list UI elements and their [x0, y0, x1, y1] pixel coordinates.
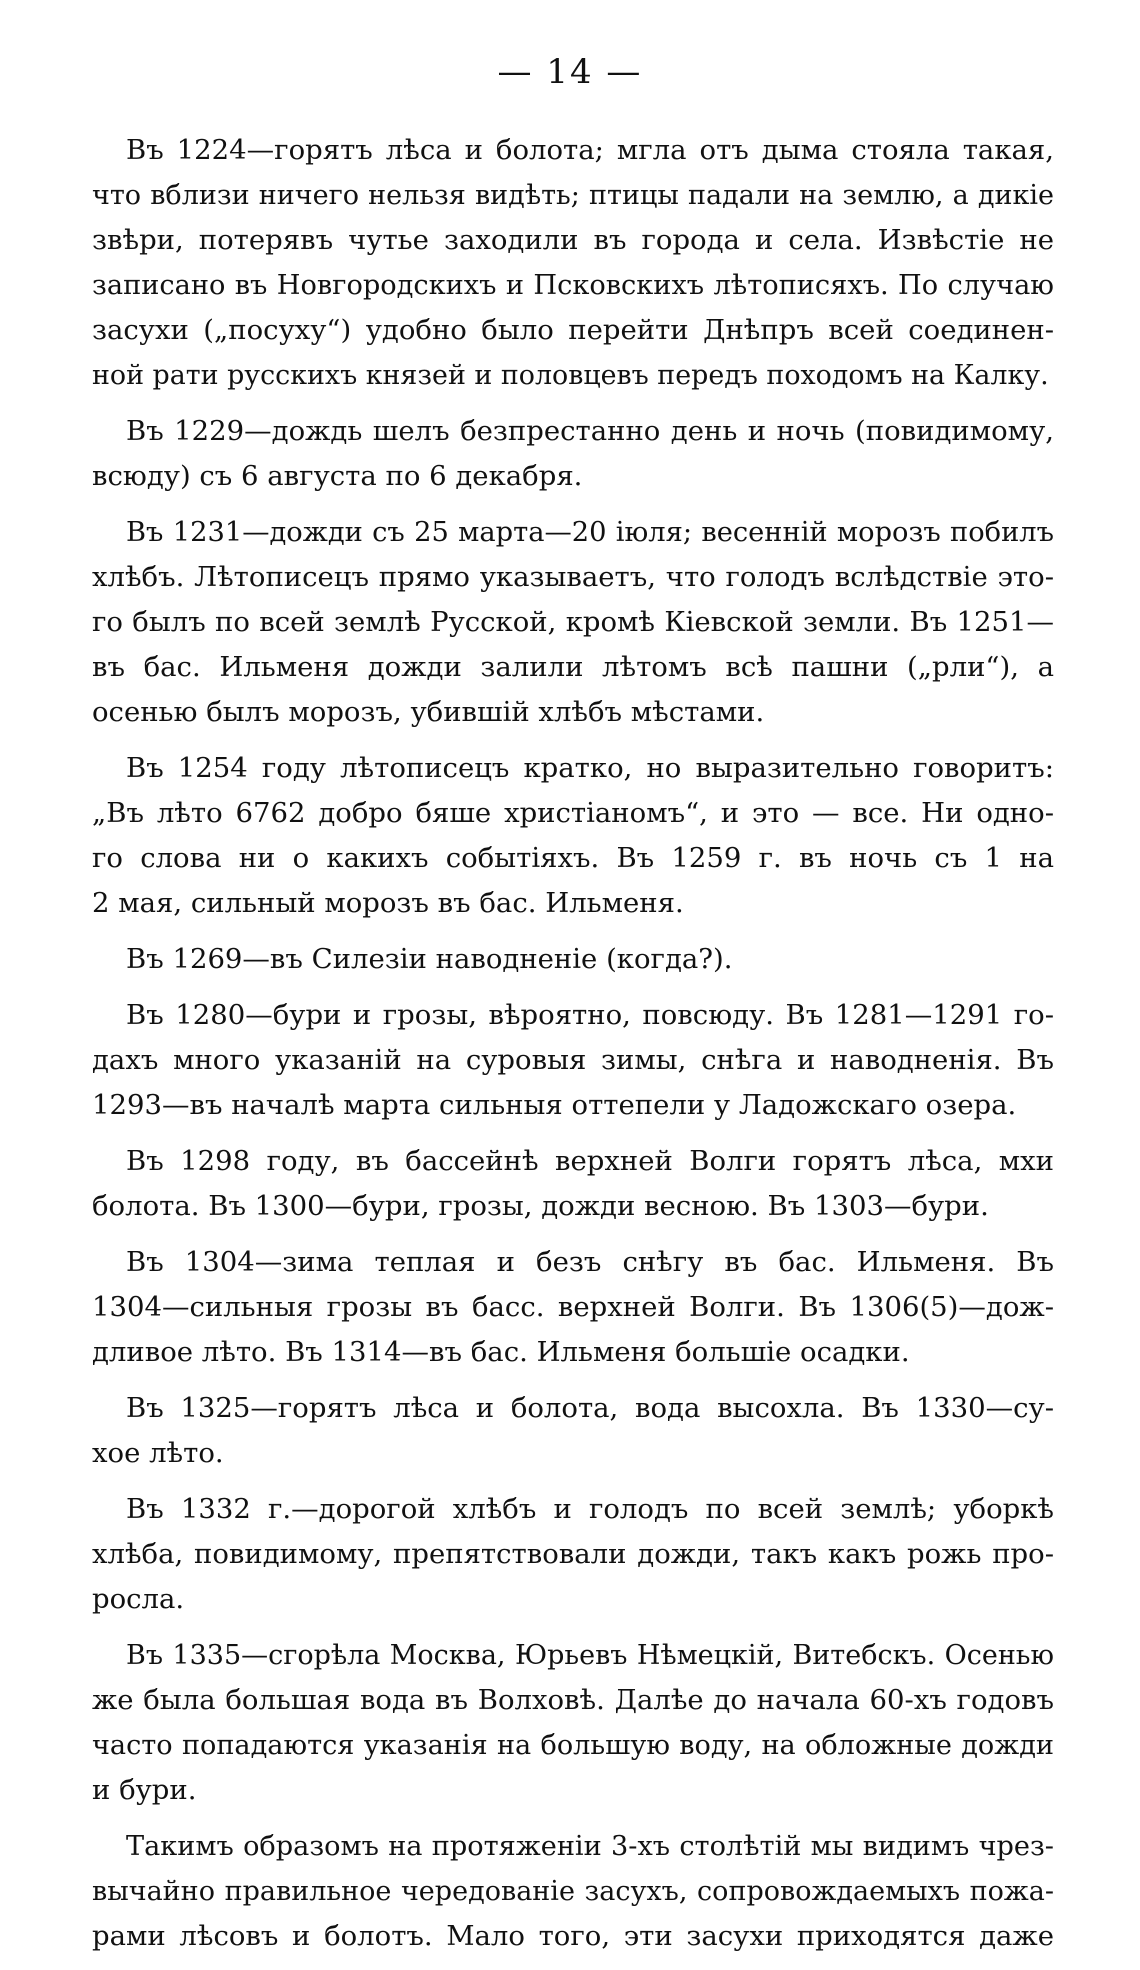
text-line: Такимъ образомъ на протяженіи 3-хъ столѣтій мы видимъ чрез-	[126, 1831, 1054, 1862]
text-line: 1293—въ началѣ марта сильныя оттепели у Ладожскаго озера.	[92, 1089, 1017, 1121]
paragraph	[92, 1824, 1054, 1959]
text-line: 1304—сильныя грозы въ басс. верхней Волги. Въ 1306(5)—дож-	[92, 1291, 1054, 1323]
paragraph	[92, 1633, 1054, 1813]
text-line: 2 мая, сильный морозъ въ бас. Ильменя.	[92, 887, 684, 919]
paragraph	[92, 993, 1054, 1128]
text-line: записано въ Новгородскихъ и Псковскихъ лѣтописяхъ. По случаю	[92, 270, 1054, 301]
page-body-text	[92, 128, 1054, 1970]
paragraph	[92, 937, 1054, 982]
text-line: го слова ни о какихъ событіяхъ. Въ 1259 г. въ ночь съ 1 на	[92, 842, 1054, 874]
text-line: Въ 1229—дождь шелъ безпрестанно день и ночь (повидимому,	[126, 415, 1054, 447]
text-line: Въ 1231—дожди съ 25 марта—20 іюля; весенній морозъ побилъ	[126, 517, 1054, 548]
text-line: же была большая вода въ Волховѣ. Далѣе до начала 60-хъ годовъ	[92, 1684, 1054, 1716]
text-line: Въ 1335—сгорѣла Москва, Юрьевъ Нѣмецкій, Витебскъ. Осенью	[126, 1640, 1054, 1671]
text-line: и бури.	[92, 1774, 197, 1806]
text-line: дахъ много указаній на суровыя зимы, снѣга и наводненія. Въ	[92, 1044, 1054, 1076]
text-line: ной рати русскихъ князей и половцевъ передъ походомъ на Калку.	[92, 360, 1049, 391]
text-line: хлѣбъ. Лѣтописецъ прямо указываетъ, что голодъ вслѣдствіе это-	[92, 561, 1054, 593]
text-line: дливое лѣто. Въ 1314—въ бас. Ильменя большіе осадки.	[92, 1336, 910, 1368]
text-line: росла.	[92, 1583, 185, 1615]
paragraph	[92, 128, 1054, 398]
paragraph	[92, 409, 1054, 499]
paragraph	[92, 1240, 1054, 1375]
text-line: всюду) съ 6 августа по 6 декабря.	[92, 460, 583, 492]
text-line: звѣри, потерявъ чутье заходили въ города и села. Извѣстіе не	[92, 224, 1054, 256]
paragraph	[92, 510, 1054, 735]
text-line: го былъ по всей землѣ Русской, кромѣ Кіевской земли. Въ 1251—	[92, 606, 1054, 638]
text-line: въ бас. Ильменя дожди залили лѣтомъ всѣ пашни („рли“), а	[92, 651, 1054, 683]
paragraph	[92, 746, 1054, 926]
text-line: засухи („посуху“) удобно было перейти Днѣпръ всей соединен-	[92, 314, 1054, 346]
paragraph	[92, 1386, 1054, 1476]
text-line: Въ 1254 году лѣтописецъ кратко, но выразительно говоритъ:	[126, 752, 1054, 784]
text-line: рами лѣсовъ и болотъ. Мало того, эти засухи приходятся даже	[92, 1920, 1054, 1952]
text-line: Въ 1332 г.—дорогой хлѣбъ и голодъ по всей землѣ; уборкѣ	[126, 1493, 1054, 1525]
text-line: Въ 1298 году, въ бассейнѣ верхней Волги горятъ лѣса, мхи	[126, 1145, 1054, 1177]
text-line: вычайно правильное чередованіе засухъ, сопровождаемыхъ пожа-	[92, 1876, 1054, 1907]
page-number: — 14 —	[497, 52, 643, 92]
paragraph	[92, 1139, 1054, 1229]
text-line: осенью былъ морозъ, убившій хлѣбъ мѣстами.	[92, 696, 765, 728]
text-line: „Въ лѣто 6762 добро бяше христіаномъ“, и это — все. Ни одно-	[92, 797, 1054, 829]
text-line: Въ 1224—горятъ лѣса и болота; мгла отъ дыма стояла такая,	[126, 134, 1054, 166]
text-line: Въ 1280—бури и грозы, вѣроятно, повсюду. Въ 1281—1291 го-	[126, 999, 1054, 1031]
text-line: болота. Въ 1300—бури, грозы, дожди весною. Въ 1303—бури.	[92, 1190, 989, 1222]
text-line: Въ 1304—зима теплая и безъ снѣгу въ бас. Ильменя. Въ	[126, 1246, 1054, 1278]
text-line: Въ 1269—въ Силезіи наводненіе (когда?).	[126, 943, 733, 975]
text-line: хлѣба, повидимому, препятствовали дожди, такъ какъ рожь про-	[92, 1538, 1054, 1570]
text-line: что вблизи ничего нельзя видѣть; птицы падали на землю, а дикіе	[92, 180, 1054, 211]
paragraph	[92, 1487, 1054, 1622]
text-line: часто попадаются указанія на большую воду, на обложные дожди	[92, 1730, 1054, 1761]
text-line: Въ 1325—горятъ лѣса и болота, вода высохла. Въ 1330—су-	[126, 1392, 1054, 1424]
text-line: хое лѣто.	[92, 1437, 224, 1469]
